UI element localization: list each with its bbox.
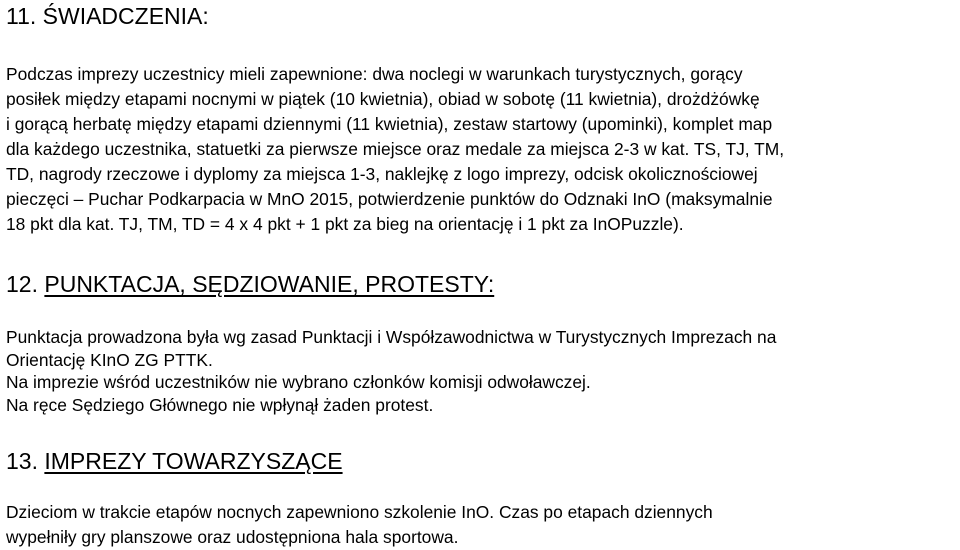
text-line: dla każdego uczestnika, statuetki za pierwsze miejsce oraz medale za miejsca 2-3 w kat. TS, TJ, TM, [6, 139, 785, 159]
text-line: Na ręce Sędziego Głównego nie wpłynął żaden protest. [6, 394, 434, 415]
section-13-title: IMPREZY TOWARZYSZĄCE [44, 448, 343, 474]
section-11-heading: 11. ŚWIADCZENIA: [6, 3, 209, 29]
text-line: Punktacja prowadzona była wg zasad Punktacji i Współzawodnictwa w Turystycznych Imprezach na [6, 327, 777, 347]
section-12-number: 12. [6, 271, 38, 297]
section-13-number: 13. [6, 448, 38, 474]
text-line: wypełniły gry planszowe oraz udostępniona hala sportowa. [6, 527, 459, 547]
text-line: pieczęci – Puchar Podkarpacia w MnO 2015, potwierdzenie punktów do Odznaki InO (maksymalnie [6, 189, 773, 209]
text-line: Dzieciom w trakcie etapów nocnych zapewniono szkolenie InO. Czas po etapach dziennych [6, 502, 713, 522]
text-line: TD, nagrody rzeczowe i dyplomy za miejsca 1-3, naklejkę z logo imprezy, odcisk okolicznościowej [6, 164, 758, 184]
text-line: posiłek między etapami nocnymi w piątek (10 kwietnia), obiad w sobotę (11 kwietnia), drożdżówkę [6, 89, 760, 109]
section-13-body [6, 500, 713, 550]
text-line: Orientację KInO ZG PTTK. [6, 349, 213, 370]
text-line: Podczas imprezy uczestnicy mieli zapewnione: dwa noclegi w warunkach turystycznych, gorący [6, 64, 743, 84]
text-line: i gorącą herbatę między etapami dziennymi (11 kwietnia), zestaw startowy (upominki), komplet map [6, 114, 773, 134]
text-line: Na imprezie wśród uczestników nie wybrano członków komisji odwoławczej. [6, 372, 591, 392]
text-line: 18 pkt dla kat. TJ, TM, TD = 4 x 4 pkt + 1 pkt za bieg na orientację i 1 pkt za InOPuzzle). [6, 214, 684, 234]
section-11-body [6, 62, 784, 237]
section-12-title: PUNKTACJA, SĘDZIOWANIE, PROTESTY: [44, 271, 495, 297]
section-12-heading [6, 270, 494, 298]
section-12-body [6, 326, 776, 416]
section-13-heading [6, 447, 343, 475]
